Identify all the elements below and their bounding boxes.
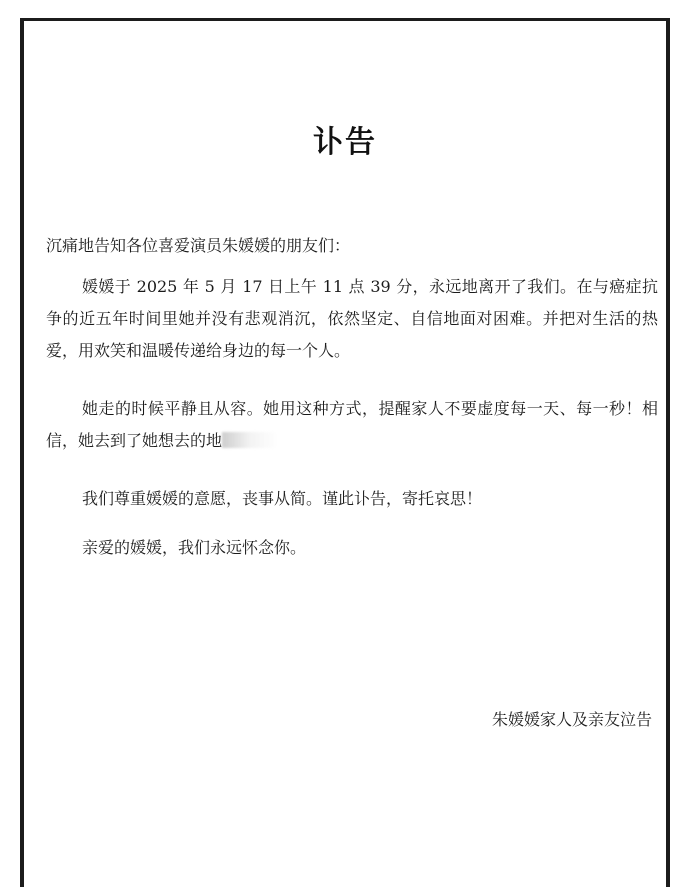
signature: 朱媛媛家人及亲友泣告 bbox=[491, 710, 652, 729]
salutation: 沉痛地告知各位喜爱演员朱媛媛的朋友们： bbox=[46, 236, 351, 255]
blurred-text-mark bbox=[222, 432, 278, 448]
paragraph-funeral-note: 我们尊重媛媛的意愿，丧事从简。谨此讣告，寄托哀思！ bbox=[82, 489, 483, 508]
document-title: 讣告 bbox=[313, 125, 377, 160]
paragraph-farewell-text: 她走的时候平静且从容。她用这种方式，提醒家人不要虚度每一天、每一秒！相信，她去到了她想去的地 bbox=[46, 399, 658, 450]
obituary-page bbox=[20, 18, 670, 887]
paragraph-farewell bbox=[46, 393, 658, 457]
paragraph-remembrance: 亲爱的媛媛，我们永远怀念你。 bbox=[82, 538, 307, 557]
paragraph-announcement: 媛媛于 2025 年 5 月 17 日上午 11 点 39 分，永远地离开了我们。在与癌症抗争的近五年时间里她并没有悲观消沉，依然坚定、自信地面对困难。并把对生活的热爱，用欢笑和温暖传递给身边的每一个人。 bbox=[46, 277, 658, 360]
